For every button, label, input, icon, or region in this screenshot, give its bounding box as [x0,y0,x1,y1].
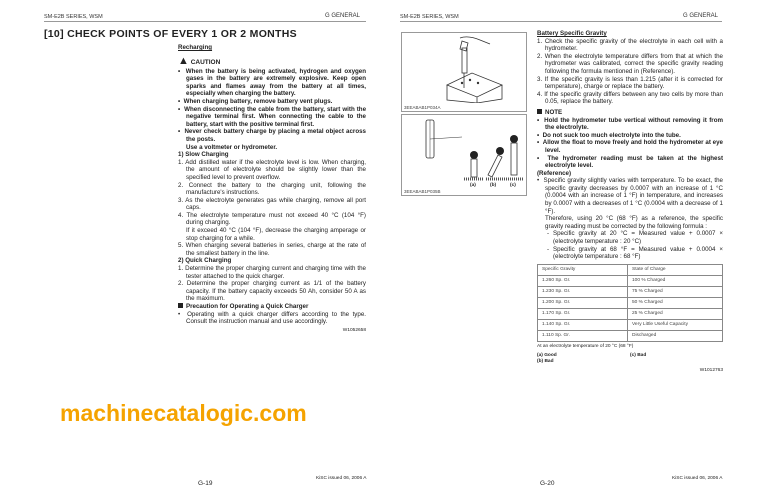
precaution-heading: Precaution for Operating a Quick Charger [178,303,366,311]
slow-item: 1. Add distilled water if the electrolyte level is low. When charging, the amount of electrolyte should be slightly lower than the specified level to prevent overflow. [178,158,366,181]
specific-gravity-section [537,30,723,374]
caution-item: • Never check battery charge by placing a metal object across the posts. [178,128,366,143]
issued-note: KiSC issued 06, 2006 A [316,476,367,481]
slow-item: 5. When charging several batteries in series, charge at the rate of the smallest battery in the line. [178,242,366,257]
figure-caption: 3EEABAB1P034A [404,105,441,110]
square-bullet-icon [537,109,542,114]
quick-item: 2. Determine the proper charging current as 1/1 of the battery capacity. If the battery capacity exceeds 50 Ah, consider 50 A as the maximum. [178,280,366,303]
formula: - Specific gravity at 20 °C = Measured value + 0.0007 × (electrolyte temperature : 20 °C) [547,230,723,246]
page-title: [10] CHECK POINTS OF EVERY 1 OR 2 MONTHS [44,28,297,40]
table-row: 1.230 Sp. Gr. 75 % Charged [538,286,723,297]
square-bullet-icon [178,303,183,308]
reference-text: • Specific gravity slightly varies with temperature. To be exact, the specific gravity decreases by 0.0007 with an increase of 1 °C (0.0004 with an increase of 1 °F) in temperature, and increases by 0.0007 with a decreases of 1 °C (0.0004 with a decrease of 1 °F). [537,177,724,215]
table-row: 1.260 Sp. Gr. 100 % Charged [538,275,723,286]
reference-text-2: Therefore, using 20 °C (68 °F) as a reference, the specific gravity reading must be corrected by the following formula : [545,215,723,230]
note-item: • Hold the hydrometer tube vertical without removing it from the electrolyte. [537,116,723,132]
caution-item: • When the battery is being activated, hydrogen and oxygen gases in the battery are extremely explosive. Keep open sparks and flames away from the battery at all times, especially when charging the battery. [178,67,367,98]
doc-code: W1012763 [699,367,723,373]
gravity-item: 4. If the specific gravity differs between any two cells by more than 0.05, replace the battery. [537,90,723,106]
table-row: 1.110 Sp. Gr. Discharged [538,330,723,341]
warning-icon: ▲ [178,54,189,67]
table-row: 1.200 Sp. Gr. 50 % Charged [538,297,723,308]
note-item: • Allow the float to move freely and hold the hydrometer at eye level. [537,139,723,154]
figure-hydrometer-battery [401,32,527,112]
quick-item: 1. Determine the proper charging current and charging time with the tester attached to the quick charger. [178,265,366,280]
header-left: SM-E2B SERIES, WSM [400,14,459,20]
hydrometer-battery-illustration [402,33,526,103]
figure-caption: 3EEABAB1P035B [404,189,441,194]
caution-item: • When charging battery, remove battery vent plugs. [178,97,333,105]
figure-label-a: (a) [470,183,476,188]
watermark: machinecatalogic.com [60,400,307,426]
slow-charging-heading: 1) Slow Charging [178,151,229,159]
table-note: At an electrolyte temperature of 20 °C (68 °F) [537,343,634,349]
gravity-item: 3. If the specific gravity is less than 1.215 (after it is corrected for temperature), charge or replace the battery. [537,75,723,91]
legend-c: (c) Bad [630,352,647,358]
header-divider [44,21,366,22]
figure-hydrometer-readings [401,114,527,196]
caution-extra: Use a voltmeter or hydrometer. [186,143,278,151]
table-row: 1.170 Sp. Gr. 25 % Charged [538,308,723,319]
state-of-charge-table [537,264,723,342]
figure-label-b: (b) [490,183,497,188]
section-subtitle: Recharging [178,44,213,51]
hydrometer-reading-illustration [402,115,526,183]
slow-item: 3. As the electrolyte generates gas while charging, remove all port caps. [178,196,366,212]
header-right: G GENERAL [325,13,361,19]
issued-note: KiSC issued 06, 2006 A [672,476,723,481]
section-heading: Battery Specific Gravity [537,30,607,37]
slow-item: 2. Connect the battery to the charging unit, following the manufacture's instructions. [178,181,366,197]
figure-label-c: (c) [510,183,516,188]
page-number: G-20 [540,480,555,487]
note-item: • The hydrometer reading must be taken at the highest electrolyte level. [537,154,723,170]
caution-label: CAUTION [190,58,221,66]
header-right: G GENERAL [683,13,719,19]
figure-legend [537,353,723,365]
gravity-item: 2. When the electrolyte temperature differs from that at which the hydrometer was calibrated, correct the specific gravity reading following the formula mentioned in (Reference). [537,52,723,75]
doc-code: W1052658 [342,327,366,333]
formula: - Specific gravity at 68 °F = Measured value + 0.0004 × (electrolyte temperature : 68 °F) [547,245,723,261]
page-number: G-19 [198,480,213,487]
precaution-item: • Operating with a quick charger differs according to the type. Consult the instruction manual and use accordingly. [178,310,366,326]
reference-label: (Reference) [537,169,572,177]
caution-header [178,56,366,68]
gravity-item: 1. Check the specific gravity of the electrolyte in each cell with a hydrometer. [537,37,723,53]
header-left: SM-E2B SERIES, WSM [44,14,103,20]
note-item: • Do not suck too much electrolyte into the tube. [537,131,681,139]
slow-item: 4. The electrolyte temperature must not exceed 40 °C (104 °F) during charging. [178,211,366,227]
quick-charging-heading: 2) Quick Charging [178,257,232,265]
caution-item: • When disconnecting the cable from the battery, start with the negative terminal first. When connecting the cable to the battery, start with the positive terminal first. [178,105,367,128]
header-divider [400,21,722,22]
legend-b: (b) Bad [537,358,554,364]
recharging-section [178,44,366,334]
table-row: 1.140 Sp. Gr. Very Little Useful Capacity [538,319,723,330]
slow-item-extra: If it exceed 40 °C (104 °F), decrease the charging amperage or stop charging for a while. [186,227,366,242]
legend-a: (a) Good [537,352,557,358]
note-header: NOTE [537,109,723,117]
table-header-row: Specific Gravity State of Charge [538,264,723,275]
